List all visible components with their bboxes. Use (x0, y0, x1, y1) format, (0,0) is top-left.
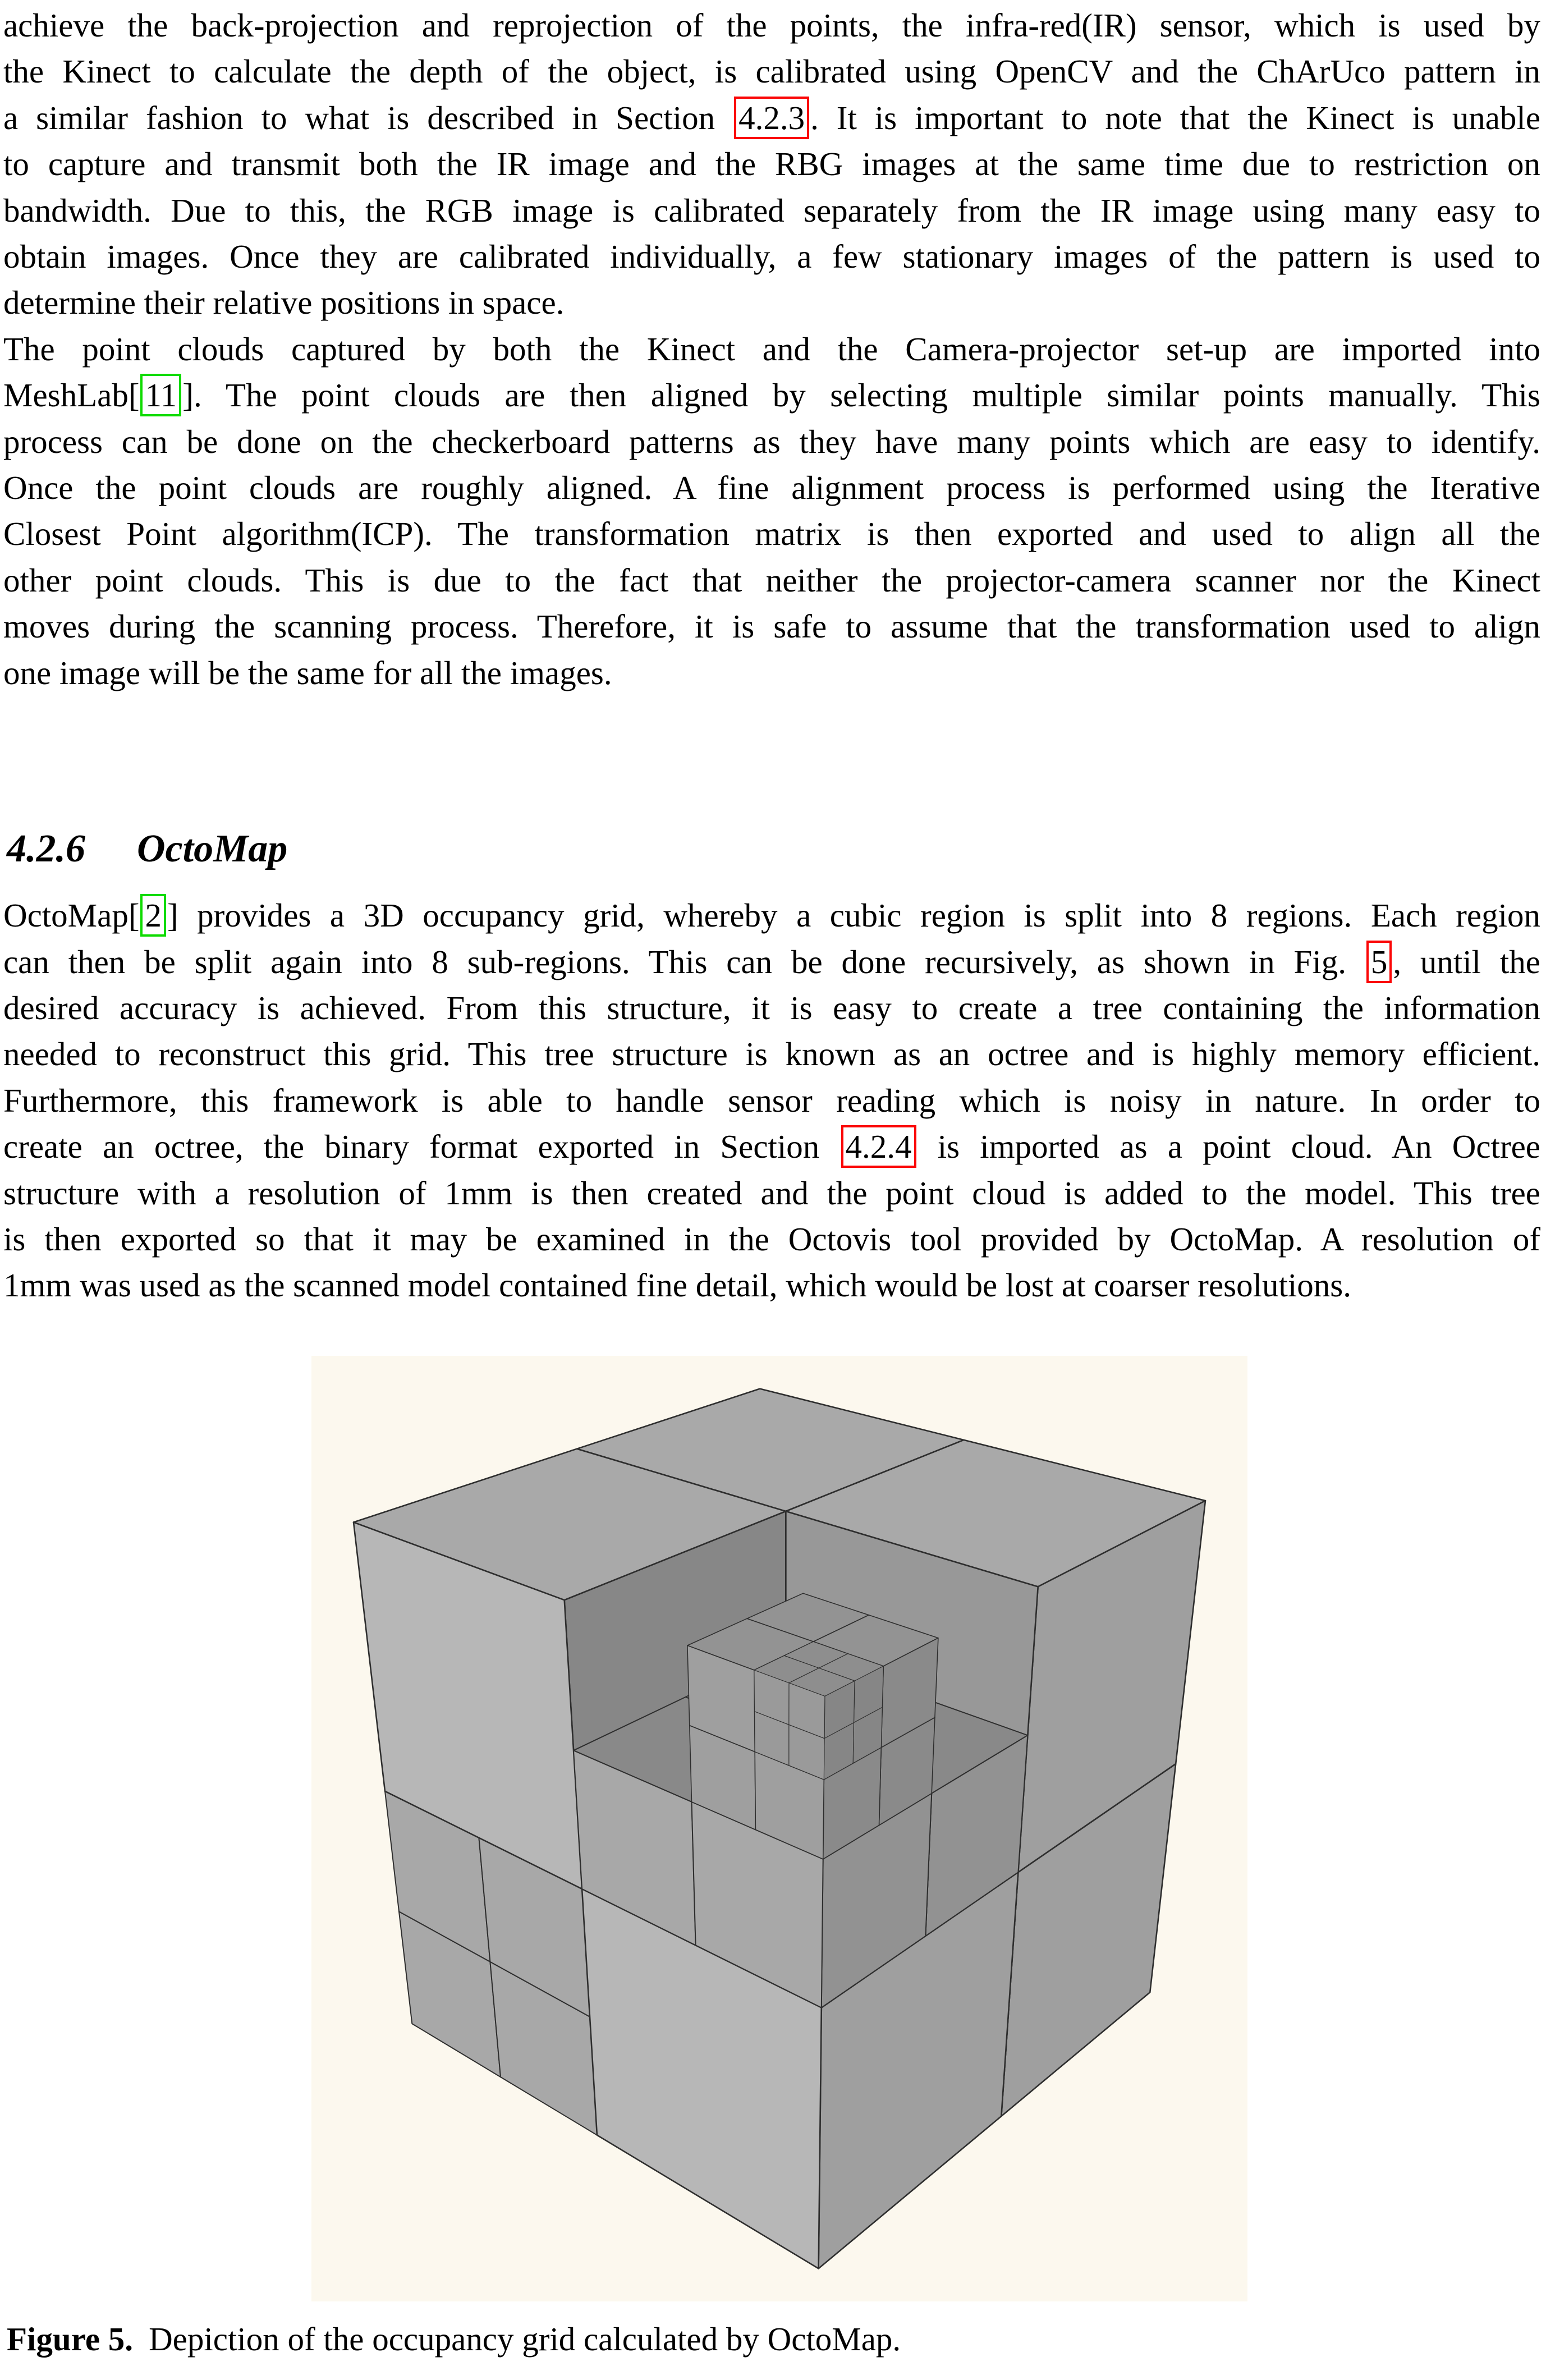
text-line: process can be done on the checkerboard patterns as they have many points which are easy to identify. (3, 423, 1540, 460)
text-line: The point clouds captured by both the Kinect and the Camera-projector set-up are imported into (3, 330, 1540, 368)
section-ref-link[interactable]: 4.2.4 (841, 1125, 916, 1168)
text-line: moves during the scanning process. Therefore, it is safe to assume that the transformation used to align (3, 608, 1540, 645)
paragraph-pointclouds (3, 326, 1540, 696)
figure-caption-text: Depiction of the occupancy grid calculated by OctoMap. (149, 2320, 901, 2358)
figure-caption (3, 2316, 1540, 2362)
text-line: create an octree, the binary format exported in Section 4.2.4 is imported as a point cloud. An Octree (3, 1123, 1540, 1170)
section-ref-link[interactable]: 5 (1366, 941, 1392, 983)
section-heading (3, 826, 1540, 872)
text-line: determine their relative positions in space. (3, 284, 565, 322)
text-line: can then be split again into 8 sub-regions. This can be done recursively, as shown in Fig. 5 , until the (3, 939, 1540, 985)
text-line: one image will be the same for all the images. (3, 654, 612, 691)
text-line: other point clouds. This is due to the fact that neither the projector-camera scanner nor the Kinect (3, 561, 1540, 599)
section-number: 4.2.6 (7, 827, 85, 871)
figure-octomap (311, 1356, 1247, 2301)
text-line: MeshLab[ 11 ]. The point clouds are then aligned by selecting multiple similar points manually. This (3, 372, 1540, 418)
text-line: obtain images. Once they are calibrated individually, a few stationary images of the pattern is used to (3, 238, 1540, 276)
text-line: 1mm was used as the scanned model contained fine detail, which would be lost at coarser resolutions. (3, 1267, 1351, 1304)
paragraph-calibration (3, 2, 1540, 326)
section-ref-link[interactable]: 4.2.3 (734, 97, 809, 139)
text-line: a similar fashion to what is described in Section 4.2.3 . It is important to note that the Kinect is unable (3, 95, 1540, 141)
text-line: is then exported so that it may be examined in the Octovis tool provided by OctoMap. A resolution of (3, 1220, 1540, 1258)
text-line: bandwidth. Due to this, the RGB image is calibrated separately from the IR image using many easy to (3, 191, 1540, 229)
text-line: achieve the back-projection and reprojection of the points, the infra-red(IR) sensor, which is used by (3, 7, 1540, 44)
text-line: to capture and transmit both the IR image and the RBG images at the same time due to restriction on (3, 145, 1540, 183)
text-line: Furthermore, this framework is able to handle sensor reading which is noisy in nature. In order to (3, 1081, 1540, 1119)
text-line: Closest Point algorithm(ICP). The transformation matrix is then exported and used to align all the (3, 515, 1540, 553)
text-line: Once the point clouds are roughly aligned. A fine alignment process is performed using the Iterative (3, 469, 1540, 507)
paragraph-octomap (3, 892, 1540, 1309)
text-line: desired accuracy is achieved. From this structure, it is easy to create a tree containing the information (3, 989, 1540, 1026)
citation-link[interactable]: 2 (140, 894, 166, 937)
text-line: the Kinect to calculate the depth of the object, is calibrated using OpenCV and the ChArUco pattern in (3, 53, 1540, 90)
figure-caption-label: Figure 5. (7, 2320, 134, 2358)
text-line: needed to reconstruct this grid. This tree structure is known as an octree and is highly memory efficient. (3, 1035, 1540, 1073)
text-line: structure with a resolution of 1mm is then created and the point cloud is added to the model. This tree (3, 1174, 1540, 1212)
text-line: OctoMap[ 2 ] provides a 3D occupancy grid, whereby a cubic region is split into 8 regions. Each region (3, 892, 1540, 938)
octree-cube-figure (311, 1356, 1247, 2301)
section-title: OctoMap (137, 827, 288, 871)
citation-link[interactable]: 11 (140, 374, 181, 416)
